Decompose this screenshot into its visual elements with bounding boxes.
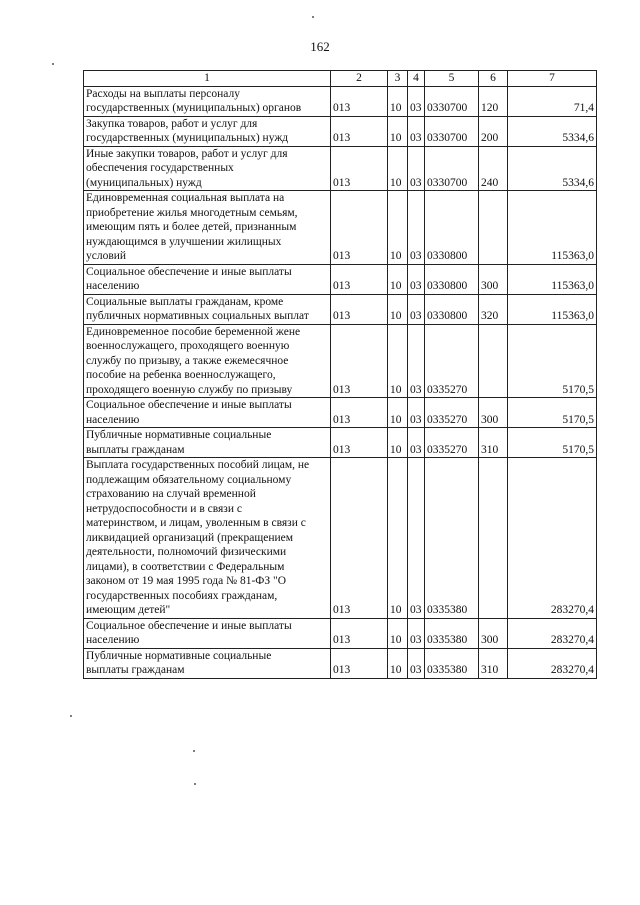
row-name-cell: Расходы на выплаты персоналу государственных (муниципальных) органов: [84, 86, 331, 116]
amount-cell: 5170,5: [508, 428, 597, 458]
code-cell: 013: [331, 86, 388, 116]
header-cell: 1: [84, 71, 331, 87]
amount-cell: 5334,6: [508, 116, 597, 146]
code-cell: 013: [331, 398, 388, 428]
table-row: [84, 618, 597, 648]
code-cell: 300: [479, 398, 508, 428]
code-cell: 0335270: [425, 428, 479, 458]
table-row: [84, 86, 597, 116]
code-cell: 10: [388, 428, 408, 458]
code-cell: 10: [388, 618, 408, 648]
code-cell: 300: [479, 264, 508, 294]
amount-cell: 115363,0: [508, 264, 597, 294]
code-cell: 0335270: [425, 398, 479, 428]
header-cell: 5: [425, 71, 479, 87]
code-cell: 0335380: [425, 618, 479, 648]
code-cell: 240: [479, 146, 508, 191]
row-name-cell: Единовременное пособие беременной жене военнослужащего, проходящего военную службу по призыву, а также ежемесячное пособие на ребенка военнослужащего, проходящего военную службу по призыву: [84, 324, 331, 398]
row-name-cell: Социальные выплаты гражданам, кроме публичных нормативных социальных выплат: [84, 294, 331, 324]
header-cell: 3: [388, 71, 408, 87]
table-row: [84, 324, 597, 398]
code-cell: 300: [479, 618, 508, 648]
code-cell: 0335380: [425, 458, 479, 619]
code-cell: [479, 191, 508, 265]
table-header-row: [84, 71, 597, 87]
code-cell: 200: [479, 116, 508, 146]
code-cell: 0335380: [425, 648, 479, 678]
code-cell: 03: [408, 86, 425, 116]
code-cell: 013: [331, 618, 388, 648]
code-cell: 10: [388, 458, 408, 619]
table-row: [84, 264, 597, 294]
budget-table: [83, 70, 597, 679]
amount-cell: 115363,0: [508, 191, 597, 265]
code-cell: 0330800: [425, 191, 479, 265]
code-cell: 10: [388, 86, 408, 116]
code-cell: 013: [331, 191, 388, 265]
table-row: [84, 648, 597, 678]
code-cell: 10: [388, 264, 408, 294]
code-cell: 0330800: [425, 264, 479, 294]
table-row: [84, 191, 597, 265]
code-cell: 013: [331, 324, 388, 398]
code-cell: [479, 458, 508, 619]
page-number: 162: [310, 39, 330, 54]
table-row: [84, 116, 597, 146]
row-name-cell: Иные закупки товаров, работ и услуг для обеспечения государственных (муниципальных) нужд: [84, 146, 331, 191]
scan-speck: [193, 750, 195, 752]
code-cell: [479, 324, 508, 398]
code-cell: 03: [408, 398, 425, 428]
code-cell: 013: [331, 146, 388, 191]
code-cell: 0330700: [425, 86, 479, 116]
table-body: [84, 71, 597, 679]
table-row: [84, 294, 597, 324]
amount-cell: 283270,4: [508, 618, 597, 648]
scan-speck: [52, 63, 54, 65]
scan-speck: [70, 715, 72, 717]
code-cell: 013: [331, 264, 388, 294]
code-cell: 10: [388, 191, 408, 265]
header-cell: 6: [479, 71, 508, 87]
code-cell: 310: [479, 428, 508, 458]
table-row: [84, 398, 597, 428]
code-cell: 03: [408, 428, 425, 458]
row-name-cell: Публичные нормативные социальные выплаты гражданам: [84, 428, 331, 458]
code-cell: 03: [408, 191, 425, 265]
code-cell: 310: [479, 648, 508, 678]
row-name-cell: Социальное обеспечение и иные выплаты населению: [84, 398, 331, 428]
amount-cell: 5170,5: [508, 398, 597, 428]
row-name-cell: Закупка товаров, работ и услуг для государственных (муниципальных) нужд: [84, 116, 331, 146]
amount-cell: 283270,4: [508, 648, 597, 678]
code-cell: 013: [331, 648, 388, 678]
code-cell: 03: [408, 146, 425, 191]
code-cell: 120: [479, 86, 508, 116]
row-name-cell: Единовременная социальная выплата на приобретение жилья многодетным семьям, имеющим пять и более детей, признанным нуждающимся в улучшении жилищных условий: [84, 191, 331, 265]
row-name-cell: Публичные нормативные социальные выплаты гражданам: [84, 648, 331, 678]
amount-cell: 5334,6: [508, 146, 597, 191]
code-cell: 013: [331, 294, 388, 324]
code-cell: 03: [408, 324, 425, 398]
header-cell: 4: [408, 71, 425, 87]
code-cell: 03: [408, 116, 425, 146]
code-cell: 03: [408, 648, 425, 678]
code-cell: 10: [388, 116, 408, 146]
code-cell: 03: [408, 618, 425, 648]
code-cell: 0330700: [425, 116, 479, 146]
code-cell: 03: [408, 294, 425, 324]
header-cell: 2: [331, 71, 388, 87]
code-cell: 013: [331, 428, 388, 458]
code-cell: 10: [388, 648, 408, 678]
scan-speck: [312, 16, 314, 18]
amount-cell: 71,4: [508, 86, 597, 116]
header-cell: 7: [508, 71, 597, 87]
code-cell: 013: [331, 458, 388, 619]
row-name-cell: Социальное обеспечение и иные выплаты населению: [84, 264, 331, 294]
code-cell: 0335270: [425, 324, 479, 398]
code-cell: 03: [408, 264, 425, 294]
code-cell: 320: [479, 294, 508, 324]
code-cell: 0330800: [425, 294, 479, 324]
amount-cell: 5170,5: [508, 324, 597, 398]
code-cell: 10: [388, 146, 408, 191]
code-cell: 013: [331, 116, 388, 146]
table-row: [84, 146, 597, 191]
amount-cell: 115363,0: [508, 294, 597, 324]
table-row: [84, 428, 597, 458]
table-row: [84, 458, 597, 619]
amount-cell: 283270,4: [508, 458, 597, 619]
code-cell: 0330700: [425, 146, 479, 191]
code-cell: 10: [388, 294, 408, 324]
row-name-cell: Выплата государственных пособий лицам, не подлежащим обязательному социальному страхованию на случай временной нетрудоспособности и в связи с материнством, и лицам, уволенным в связи с ликвидацией организаций (прекращением деятельности, полномочий физическими лицами), в соответствии с Федеральным законом от 19 мая 1995 года № 81-ФЗ "О государственных пособиях гражданам, имеющим детей": [84, 458, 331, 619]
code-cell: 10: [388, 324, 408, 398]
code-cell: 03: [408, 458, 425, 619]
row-name-cell: Социальное обеспечение и иные выплаты населению: [84, 618, 331, 648]
code-cell: 10: [388, 398, 408, 428]
scan-speck: [194, 783, 196, 785]
